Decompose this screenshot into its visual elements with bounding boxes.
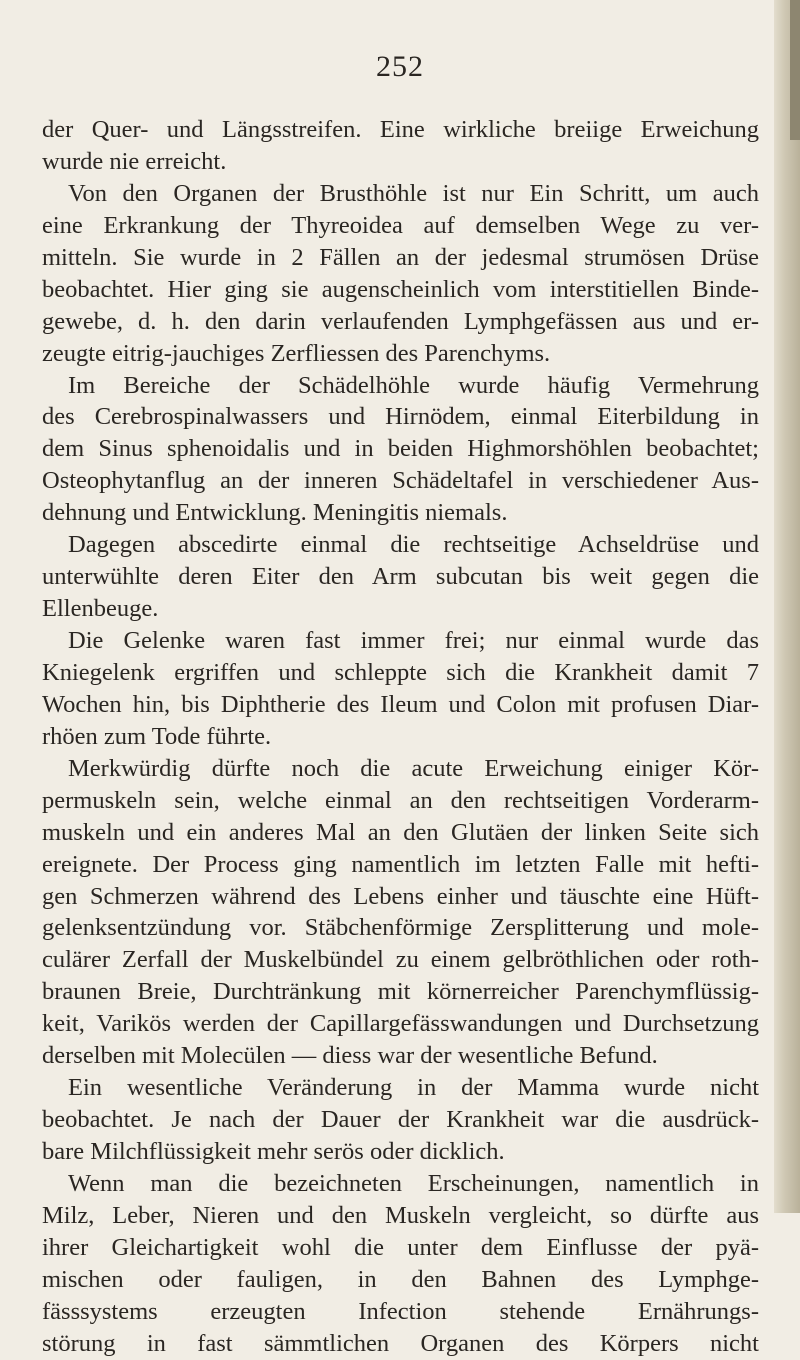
text-line: wurde nie erreicht. — [42, 147, 227, 175]
text-line: zeugte eitrig-jauchiges Zerfliessen des Parenchyms. — [42, 339, 551, 367]
text-line: gen Schmerzen während des Lebens einher und täuschte eine Hüft- — [42, 882, 759, 910]
text-line: unterwühlte deren Eiter den Arm subcutan bis weit gegen die — [42, 563, 759, 591]
text-line: beobachtet. Hier ging sie augenscheinlich vom interstitiellen Binde- — [42, 275, 759, 303]
text-line: fässsystems erzeugten Infection stehende Ernährungs- — [42, 1297, 759, 1325]
text-line: gelenksentzündung vor. Stäbchenförmige Zersplitterung und mole- — [42, 914, 759, 942]
text-line: braunen Breie, Durchtränkung mit körnerreicher Parenchymflüssig- — [42, 978, 759, 1006]
page-number: 252 — [376, 50, 424, 83]
text-line: ereignete. Der Process ging namentlich im letzten Falle mit hefti- — [42, 850, 759, 878]
text-line: Wochen hin, bis Diphtherie des Ileum und Colon mit profusen Diar- — [42, 690, 759, 718]
text-line: eine Erkrankung der Thyreoidea auf demselben Wege zu ver- — [42, 211, 759, 239]
text-line: der Quer- und Längsstreifen. Eine wirkliche breiige Erweichung — [42, 116, 759, 143]
text-line: derselben mit Molecülen — diess war der wesentliche Befund. — [42, 1042, 658, 1070]
text-line: des Cerebrospinalwassers und Hirnödem, einmal Eiterbildung in — [42, 403, 759, 431]
text-line: Merkwürdig dürfte noch die acute Erweichung einiger Kör- — [68, 754, 759, 782]
text-line: mitteln. Sie wurde in 2 Fällen an der jedesmal strumösen Drüse — [42, 243, 759, 271]
text-line: Wenn man die bezeichneten Erscheinungen, namentlich in — [68, 1169, 759, 1197]
text-line: dehnung und Entwicklung. Meningitis niemals. — [42, 499, 508, 527]
text-line: culärer Zerfall der Muskelbündel zu einem gelbröthlichen oder roth- — [42, 946, 759, 974]
text-line: mischen oder fauligen, in den Bahnen des Lymphge- — [42, 1265, 759, 1293]
text-line: rhöen zum Tode führte. — [42, 722, 272, 750]
page-edge-shadow — [774, 0, 800, 1213]
text-line: keit, Varikös werden der Capillargefässwandungen und Durchsetzung — [42, 1010, 759, 1038]
text-line: störung in fast sämmtlichen Organen des Körpers nicht — [42, 1329, 759, 1357]
text-line: Die Gelenke waren fast immer frei; nur einmal wurde das — [68, 627, 759, 654]
text-line: Ellenbeuge. — [42, 595, 159, 623]
text-line: ihrer Gleichartigkeit wohl die unter dem Einflusse der pyä- — [42, 1233, 759, 1261]
text-line: Kniegelenk ergriffen und schleppte sich die Krankheit damit 7 — [42, 658, 759, 686]
text-line: permuskeln sein, welche einmal an den rechtseitigen Vorderarm- — [42, 786, 759, 814]
text-line: Von den Organen der Brusthöhle ist nur Ein Schritt, um auch — [68, 179, 759, 207]
text-line: bare Milchflüssigkeit mehr serös oder dicklich. — [42, 1138, 505, 1165]
body-text — [42, 114, 759, 1360]
text-line: Ein wesentliche Veränderung in der Mamma wurde nicht — [68, 1074, 759, 1102]
text-line: Milz, Leber, Nieren und den Muskeln vergleicht, so dürfte aus — [42, 1201, 759, 1229]
text-line: muskeln und ein anderes Mal an den Glutäen der linken Seite sich — [42, 818, 759, 846]
text-line: gewebe, d. h. den darin verlaufenden Lymphgefässen aus und er- — [42, 307, 759, 335]
text-line: beobachtet. Je nach der Dauer der Krankheit war die ausdrück- — [42, 1106, 759, 1134]
text-line: Osteophytanflug an der inneren Schädeltafel in verschiedener Aus- — [42, 467, 759, 495]
text-line: Im Bereiche der Schädelhöhle wurde häufig Vermehrung — [68, 371, 759, 399]
text-line: Dagegen abscedirte einmal die rechtseitige Achseldrüse und — [68, 531, 759, 559]
text-line: dem Sinus sphenoidalis und in beiden Highmorshöhlen beobachtet; — [42, 435, 759, 463]
